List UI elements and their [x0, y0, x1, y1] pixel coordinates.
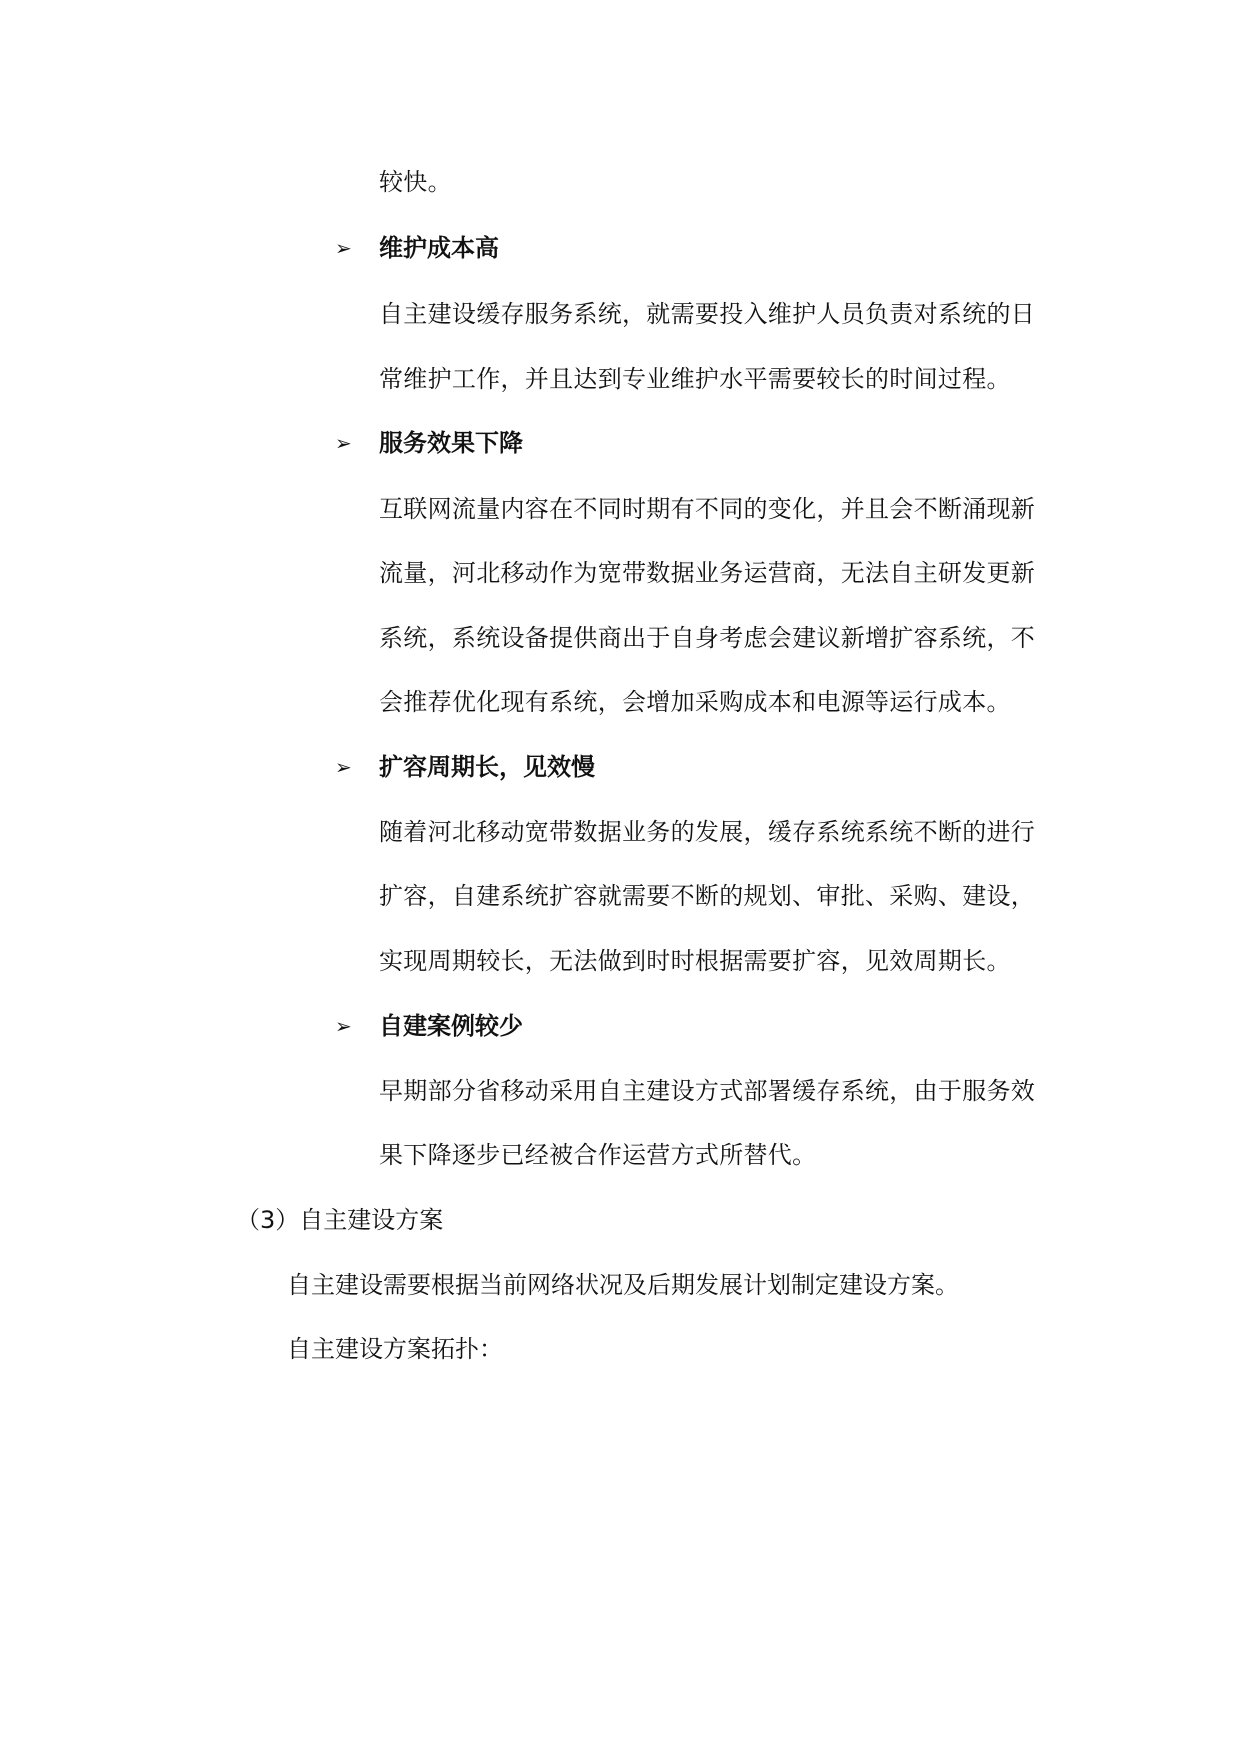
- arrow-bullet-icon: ➢: [335, 236, 352, 260]
- paragraph-line: 常维护工作，并且达到专业维护水平需要较长的时间过程。: [379, 365, 1011, 393]
- paragraph-line: 会推荐优化现有系统，会增加采购成本和电源等运行成本。: [379, 688, 1011, 716]
- paragraph-line: 自主建设方案拓扑：: [287, 1335, 503, 1363]
- paragraph-line: 扩容，自建系统扩容就需要不断的规划、审批、采购、建设，: [379, 882, 1036, 910]
- paragraph-line: 自主建设缓存服务系统，就需要投入维护人员负责对系统的日: [379, 300, 1036, 328]
- paragraph-line: 流量，河北移动作为宽带数据业务运营商，无法自主研发更新: [379, 559, 1036, 587]
- paragraph-line: 实现周期较长，无法做到时时根据需要扩容，见效周期长。: [379, 947, 1011, 975]
- paragraph-line: 互联网流量内容在不同时期有不同的变化，并且会不断涌现新: [379, 495, 1036, 523]
- paragraph-line: 早期部分省移动采用自主建设方式部署缓存系统，由于服务效: [379, 1077, 1036, 1105]
- paragraph-line: 自主建设需要根据当前网络状况及后期发展计划制定建设方案。: [287, 1271, 959, 1299]
- arrow-bullet-icon: ➢: [335, 431, 352, 455]
- paragraph-line: 系统，系统设备提供商出于自身考虑会建议新增扩容系统，不: [379, 624, 1036, 652]
- bullet-heading-few-cases: 自建案例较少: [379, 1012, 523, 1040]
- bullet-heading-expansion-cycle: 扩容周期长，见效慢: [379, 753, 595, 781]
- paragraph-line: 随着河北移动宽带数据业务的发展，缓存系统系统不断的进行: [379, 818, 1036, 846]
- paragraph-line: 果下降逐步已经被合作运营方式所替代。: [379, 1141, 817, 1169]
- arrow-bullet-icon: ➢: [335, 1014, 352, 1038]
- paragraph-line: 较快。: [379, 168, 452, 196]
- bullet-heading-maintenance-cost: 维护成本高: [379, 234, 499, 262]
- bullet-heading-service-effect: 服务效果下降: [379, 429, 523, 457]
- arrow-bullet-icon: ➢: [335, 755, 352, 779]
- section-title: （3）自主建设方案: [236, 1206, 444, 1234]
